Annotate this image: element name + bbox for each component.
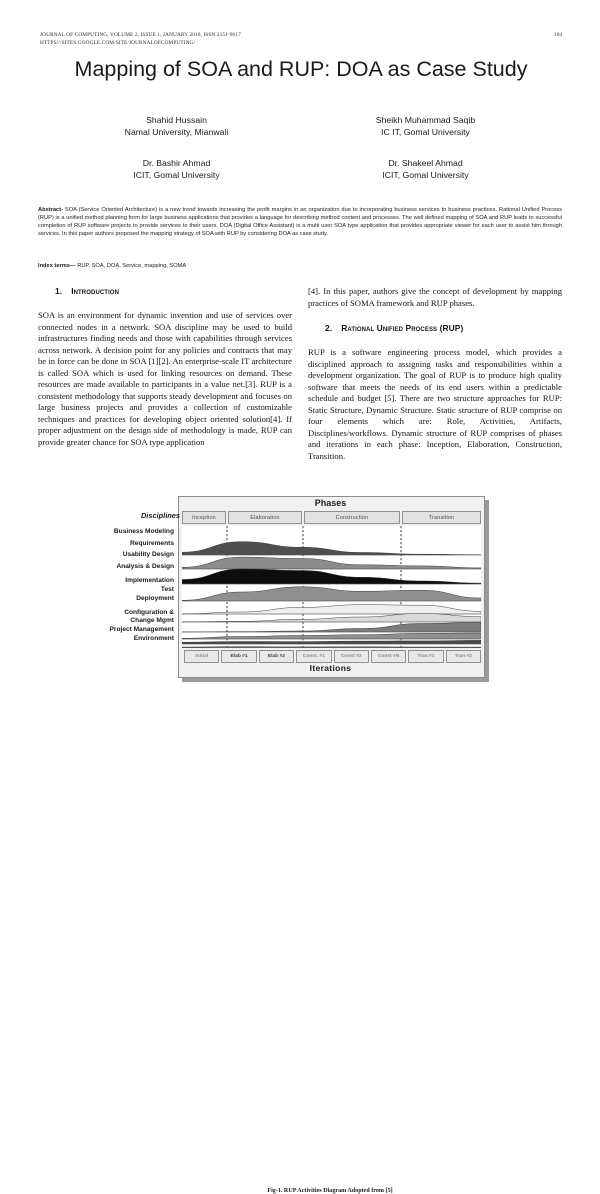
- author-0: [52, 114, 301, 139]
- discipline-humps: [182, 542, 481, 648]
- iteration-cell-const-2: Const #2: [334, 650, 369, 663]
- paragraph: RUP is a software engineering process model, which provides a disciplined approach to assigning tasks and responsibilities within a development organization. The goal of RUP is to produce high quality software that meets the needs of its end users within a predictable schedule and budget [5]. There are two structure approaches for RUP: Static Structure, Dynamic Structure. Static structure of RUP comprise on four elements which are: Role, Activities, Artifacts, Disciplines/workflows. Dynamic structure of RUP comprises of phases and iterations in each phase: Inception, Elaboration, Construction, Transition.: [308, 347, 562, 462]
- section-number: 1.: [55, 286, 63, 296]
- discipline-label-environment: Environment: [133, 634, 174, 642]
- discipline-curve: [182, 587, 481, 601]
- author-3: [301, 157, 550, 182]
- author-affiliation: ICIT, Gomal University: [133, 170, 220, 181]
- phase-cell-elaboration: Elaboration: [228, 511, 302, 524]
- author-affiliation: ICIT, Gomal University: [382, 170, 469, 181]
- phase-cell-transition: Transition: [402, 511, 481, 524]
- column-right: [308, 286, 562, 463]
- iteration-cell-const-n: Const #N: [371, 650, 406, 663]
- discipline-label-list: [56, 526, 174, 643]
- author-block: [52, 114, 550, 182]
- disciplines-axis-label: Disciplines: [140, 511, 180, 520]
- section-title: Rational Unified Process (RUP): [341, 323, 464, 334]
- journal-info: [40, 31, 241, 47]
- iteration-cell-const-1: Const. #1: [296, 650, 331, 663]
- abstract: [38, 206, 562, 238]
- section-heading-introduction: [38, 286, 292, 296]
- author-1: [301, 114, 550, 139]
- section-title: Introduction: [71, 286, 120, 296]
- section-number: 2.: [325, 323, 333, 334]
- iteration-cell-tran-2: Tran #2: [446, 650, 481, 663]
- discipline-label-project-management: Project Management: [109, 626, 174, 634]
- running-header: [40, 31, 562, 47]
- discipline-effort-chart: [182, 526, 481, 648]
- index-terms-text: RUP, SOA, DOA, Service, mapping, SOMA: [75, 263, 187, 269]
- index-terms-label: Index terms—: [38, 263, 76, 269]
- author-name: Shahid Hussain: [146, 115, 207, 125]
- discipline-label-deployment: Deployment: [136, 594, 174, 602]
- journal-line-2: HTTPS://SITES.GOOGLE.COM/SITE/JOURNALOFCOMPUTING/: [40, 40, 196, 47]
- author-2: [52, 157, 301, 182]
- iteration-row: [184, 650, 481, 663]
- iteration-cell-initial: Initial: [184, 650, 219, 663]
- abstract-label: Abstract-: [38, 207, 63, 213]
- discipline-curve: [182, 647, 481, 648]
- index-terms: [38, 262, 562, 270]
- page-title: Mapping of SOA and RUP: DOA as Case Study: [74, 57, 528, 81]
- abstract-text: SOA (Service Oriented Architecture) is a new trend towards increasing the profit margins in an organization due to incorporating business services to business practices. Rational Unified Process (RUP) is a unified method planning form for large business applications that provides a language for describing method content and processes. The well defined mapping of SOA and RUP leads to successful completion of RUP software projects to provide services to their users. DOA (Digital Office Assistant) is a multi user SOA type application that provides appropriate viewer for each user to assist him through services. In this paper authors proposed the mapping strategy of SOA with RUP by considering DOA as case study.: [38, 207, 562, 237]
- discipline-curve: [182, 557, 481, 569]
- discipline-label-business-modeling: Business Modeling: [113, 528, 174, 535]
- author-row: [52, 157, 550, 182]
- paragraph: SOA is an environment for dynamic invention and use of services over connected nodes in a network. SOA discipline may be used to build infrastructures finding needs and those with capabilities through services across network. A decision point for any policies and contracts that may be in force can be done in SOA [1][2]. An enterprise-scale IT architecture is called SOA which is used for linking resources on demand. These resources are made available to participants in a value net.[3]. RUP is a consistent methodology that supports steady development and focuses on large business projects and provides a collection of customizable techniques and practices for developing object oriented solution[4]. If proper adjustment on the design side of methodology is made, RUP can provide greater chance for SOA type application: [38, 310, 292, 448]
- author-name: Dr. Bashir Ahmad: [142, 157, 211, 168]
- diagram-title: Phases: [314, 498, 347, 508]
- discipline-curve: [182, 569, 481, 584]
- author-row: [52, 114, 550, 139]
- discipline-curve: [182, 640, 481, 644]
- discipline-curve: [182, 542, 481, 555]
- author-affiliation: Namal University, Mianwali: [124, 127, 229, 138]
- paragraph: [4]. In this paper, authors give the concept of development by mapping practices of SOMA framework and RUP phases.: [308, 286, 562, 308]
- discipline-label-analysis-design: Analysis & Design: [116, 562, 174, 570]
- iteration-cell-elab-1: Elab #1: [221, 650, 256, 663]
- author-affiliation: IC IT, Gomal University: [381, 127, 470, 138]
- section-heading-rup: [308, 323, 562, 333]
- discipline-label-test: Test: [160, 585, 174, 593]
- author-name: Sheikh Muhammad Saqib: [375, 115, 476, 125]
- page-number: 104: [554, 32, 562, 38]
- figure-inner: [56, 496, 492, 686]
- journal-line-1: JOURNAL OF COMPUTING, VOLUME 2, ISSUE 1, JANUARY 2010, ISSN 2151-9617: [40, 32, 241, 38]
- iterations-axis-label: Iterations: [309, 663, 352, 673]
- figure-caption: Fig-1. RUP Activities Diagram Adopted from [5]: [267, 1188, 393, 1194]
- phase-cell-construction: Construction: [304, 511, 400, 524]
- discipline-label-change-mgmt: Change Mgmt: [130, 616, 174, 624]
- discipline-label-implementation: Implementation: [125, 577, 174, 585]
- phase-header-row: [182, 511, 481, 524]
- figure-frame: [56, 496, 492, 686]
- iteration-cell-tran-1: Tran #1: [408, 650, 443, 663]
- chart-svg: [182, 526, 481, 648]
- column-left: [38, 286, 292, 449]
- phase-cell-inception: Inception: [182, 511, 226, 524]
- discipline-label-configuration: Configuration &: [124, 609, 174, 617]
- figure-rup-activities: [56, 496, 492, 1194]
- discipline-label-requirements: Requirements: [130, 539, 174, 547]
- iteration-cell-elab-2: Elab #2: [259, 650, 294, 663]
- discipline-label-usability-design: Usability Design: [122, 551, 174, 559]
- author-name: Dr. Shakeel Ahmad: [388, 157, 463, 168]
